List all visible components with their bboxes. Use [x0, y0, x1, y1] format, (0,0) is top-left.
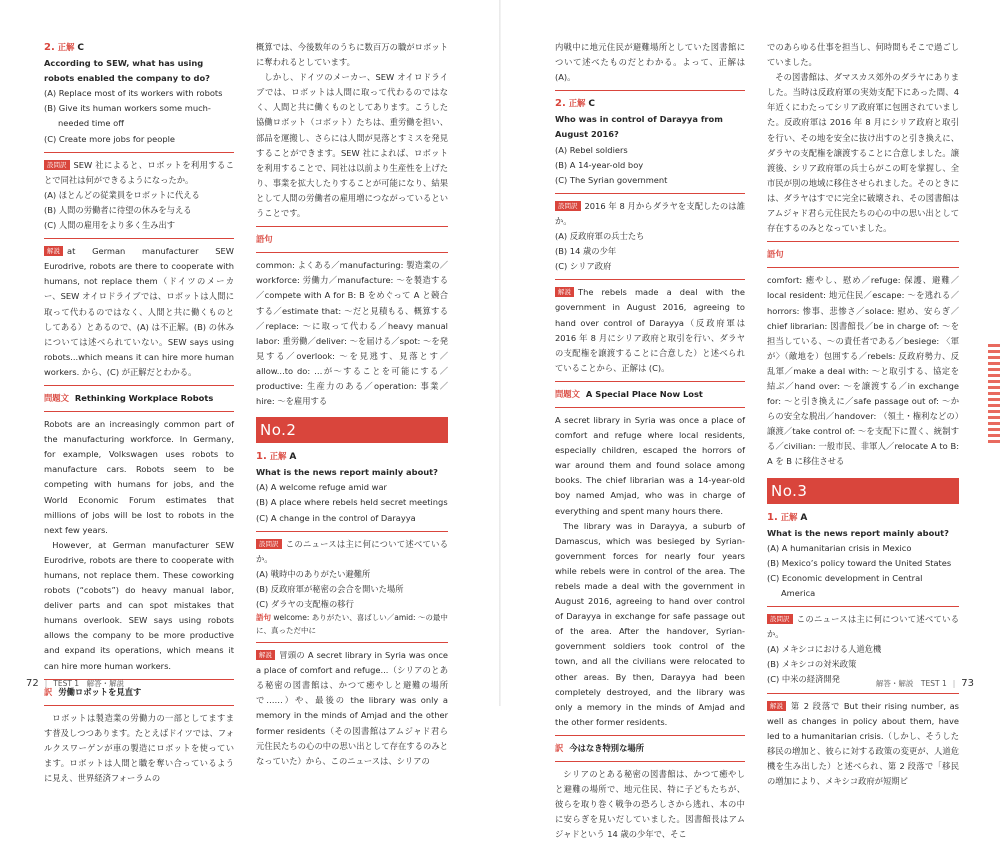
explanation-tag: 解説: [767, 701, 786, 711]
translation-heading: 訳 今はなき特別な場所: [555, 742, 644, 753]
divider: [555, 381, 745, 382]
option-c: (C) A change in the control of Darayya: [256, 512, 416, 523]
page-gutter: [499, 0, 501, 706]
right-page-column-2: [767, 40, 959, 789]
footer-label: 解答・解説 TEST 1: [875, 679, 947, 688]
article-heading: 問題文 A Special Place Now Lost: [555, 388, 703, 399]
article-paragraph: The library was in Darayya, a suburb of Damascus, which was besieged by Syrian-government forces for nearly four years while rebels were in control of the area. The rebels made a deal with the government in August 2016, agreeing to hand over control of Darayya in exchange for safe passage out of the area. After the handover, Syrian-government soldiers took control of the town, and all the civilians were relocated to other areas. By then, Darayya had been completely destroyed, and the library was only a memory in the minds of Amjad and the other former residents.: [555, 520, 745, 727]
page-number: 73: [961, 678, 974, 689]
option-b: (B) A place where rebels held secret meetings: [256, 497, 448, 508]
translation-tag: 設問訳: [555, 201, 581, 211]
question-number: 2. 正解 C: [555, 98, 595, 110]
explanation: 解説 冒頭の A secret library in Syria was once a place of comfort and refuge...（シリアのとある秘密の図書館は、かつて癒やしと避難の場所で……）や、最後の the library was only a memory in the minds of Amjad and the other former residents（その図書館はアムジャド君ら元住民たちの心の中の思い出として存在するのみとなっていた）から、このニュースは、シリアの: [256, 650, 448, 766]
option-a: (A) A welcome refuge amid war: [256, 482, 387, 493]
translation-option-b: (B) メキシコの対米政策: [767, 659, 857, 670]
translation-option-a: (A) 反政府軍の兵士たち: [555, 231, 645, 242]
translation-paragraph: しかし、ドイツのメーカー、SEW オイロドライブでは、ロボットは人間に取って代わるのではなく、人間と共に働くものとしてあります。こうした協働ロボット（コボット）たちは、重労働を担い、部品を運搬し、さらには人間が見落とすミスを発見することができます。SEW 社によれば、ロボットを利用することで、同社は以前より生産性を上げたり、事業を拡大したりすることが可能になり、結果として人間の労働者の雇用増につながっているということです。: [256, 72, 448, 219]
translation-option-a: (A) メキシコにおける人道危機: [767, 644, 882, 655]
translation-option-b: (B) 14 歳の少年: [555, 246, 617, 257]
explanation-continued: 内戦中に地元住民が避難場所としていた図書館について述べたものだとわかる。よって、正解は (A)。: [555, 42, 745, 83]
divider: [44, 152, 234, 153]
question-vocabulary: 語句 welcome: ありがたい、喜ばしい／amid: ～の最中に、真っただ中に: [256, 613, 448, 635]
question-text: Who was in control of Darayya from August 2016?: [555, 114, 723, 140]
article-paragraph: Robots are an increasingly common part of the manufacturing workforce. In Germany, for example, Volkswagen uses robots to manufacture cars. Robots seem to be competing with humans for jobs, and the World Economic Forum estimates that millions of jobs will be lost to robots in the next few years.: [44, 419, 234, 535]
option-c: (C) Economic development in Central America: [767, 572, 923, 598]
left-page-column-2: [256, 40, 448, 769]
divider: [44, 705, 234, 706]
explanation-tag: 解説: [256, 650, 275, 660]
divider: [767, 267, 959, 268]
option-a: (A) A humanitarian crisis in Mexico: [767, 542, 912, 553]
translation-paragraph: でのあらゆる仕事を担当し、何時間もそこで過ごしていました。: [767, 42, 959, 68]
explanation-tag: 解説: [44, 246, 63, 256]
translation-paragraph: ロボットは製造業の労働力の一部としてますます普及しつつあります。たとえばドイツでは、フォルクスワーゲンが車の製造にロボットを使っています。ロボットは人間と職を奪い合っているように見え、世界経済フォーラムの: [44, 712, 234, 784]
translation-option-b: (B) 反政府軍が秘密の会合を開いた場所: [256, 583, 404, 594]
explanation: 解説 第 2 段落で But their rising number, as well as changes in policy about them, have led to a humanitarian crisis.（しかし、そうした移民の増加と、彼らに対する政策の変更が、人道危機を生み出した）と述べられ、第 2 段落で「移民の増加により、メキシコ政府が短期ビ: [767, 700, 959, 787]
translation-option-c: (C) 人間の雇用をより多く生み出す: [44, 220, 176, 231]
explanation: 解説 The rebels made a deal with the government in August 2016, agreeing to hand over control of Darayya（反政府軍は 2016 年 8 月にシリア政府と取引を行い、ダラヤの支配権を譲渡することに合意した）と述べられていることから、正解は (C)。: [555, 287, 745, 373]
translation-tag: 設問訳: [256, 539, 282, 549]
divider: [44, 385, 234, 386]
page-number: 72: [26, 678, 39, 689]
translation-option-c: (C) シリア政府: [555, 261, 612, 272]
article-paragraph: However, at German manufacturer SEW Eurodrive, robots are there to cooperate with humans, not replace them. These coworking robots (“cobots”) do heavy manual labor, deliver parts and can spot mistakes that humans overlook. SEW says using robots allows the company to be more productive and expand its operations, which means it can hire more human workers.: [44, 539, 234, 671]
vocabulary-list: comfort: 癒やし、慰め／refuge: 保護、避難／local resident: 地元住民／escape: ～を逃れる／horrors: 惨事、悲惨さ／solace: 慰め、安らぎ／chief librarian: 図書館長／be in charge of: ～を担当している、～の責任者である／besiege: 〈軍が〉（敵地を）包囲する／rebels: 反政府勢力、反乱軍／make a deal with: ～と取引する、協定を結ぶ／hand over: ～を譲渡する／in exchange for: ～と引き換えに／safe passage out of: ～からの安全な脱出／handover: （領土・権利などの）譲渡／take control of: ～を支配下に置く、統制する／civilian: 一般市民、非軍人／relocate A to B: A を B に移住させる: [767, 275, 959, 467]
question-number: 2. 正解 C: [44, 42, 84, 53]
right-page-column-1: [555, 40, 745, 843]
divider: [555, 407, 745, 408]
translation-paragraph: 概算では、今後数年のうちに数百万の職がロボットに奪われるとしています。: [256, 42, 448, 68]
option-b: (B) Give its human workers some much-needed time off: [44, 103, 211, 129]
article-paragraph: A secret library in Syria was once a place of comfort and refuge where local residents, especially children, escaped the horrors of war around them and found solace among books. The chief librarian was a 14-year-old boy named Amjad, who was in charge of everything and spent many hours there.: [555, 414, 745, 516]
vocabulary-heading: 語句: [256, 234, 273, 245]
translation-tag: 設問訳: [44, 160, 70, 170]
translation-option-a: (A) ほとんどの従業員をロボットに代える: [44, 189, 200, 200]
left-page-column-1: [44, 40, 234, 786]
option-a: (A) Rebel soldiers: [555, 144, 628, 155]
question-number: 1. 正解 A: [256, 451, 297, 463]
divider: [256, 642, 448, 643]
divider: [44, 411, 234, 412]
divider: [555, 90, 745, 91]
translation-option-b: (B) 人間の労働者に待望の休みを与える: [44, 204, 192, 215]
divider: [555, 193, 745, 194]
vocabulary-heading: 語句: [767, 249, 784, 260]
right-footer: 解答・解説 TEST 1 | 73: [875, 678, 974, 689]
page-edge-index-tab: [988, 344, 1000, 444]
translation-heading: 訳 労働ロボットを見直す: [44, 686, 142, 697]
question-translation: 設問訳 SEW 社によると、ロボットを利用することで同社は何ができるようになったか。: [44, 159, 234, 185]
footer-label: TEST 1 解答・解説: [53, 679, 125, 688]
option-a: (A) Replace most of its workers with robots: [44, 88, 223, 99]
translation-tag: 設問訳: [767, 614, 793, 624]
divider: [555, 279, 745, 280]
question-translation: 設問訳 このニュースは主に何について述べているか。: [767, 614, 959, 640]
article-heading: 問題文 Rethinking Workplace Robots: [44, 392, 214, 403]
translation-paragraph: シリアのとある秘密の図書館は、かつて癒やしと避難の場所で、地元住民、特に子どもたちが、彼らを取り巻く戦争の恐ろしさから逃れ、本の中に安らぎを見いだしていました。図書館長はアムジャドという 14 歳の少年で、そこ: [555, 769, 745, 840]
translation-option-c: (C) 中米の経済開発: [767, 674, 840, 685]
divider: [555, 761, 745, 762]
translation-paragraph: その図書館は、ダマスカス郊外のダラヤにありました。当時は反政府軍の実効支配下にあった間、4 年近くにわたってシリア政府軍に包囲されていました。反政府軍は 2016 年 8 月にシリア政府と取引を行い、その地を安全に抜け出すのと引き換えに、ダラヤの支配権を譲渡することに合意しました。譲渡後、シリア政府軍の兵士らがこの町を掌握し、全市民が別の地域に移住させられました。そのときには、ダラヤはすでに完全に破壊され、その図書館はアムジャド君ら元住民たちの心の中の思い出として存在するのみとなっていました。: [767, 72, 959, 234]
explanation: 解説 at German manufacturer SEW Eurodrive, robots are there to cooperate with humans, not replace them（ドイツのメーカー、SEW オイロドライブでは、ロボットは人間に取って代わるのではなく、人間と共に働くものとしてある）とあるので、(A) は不正解。(B) の休みについては述べられていない。SEW says using robots...which means it can hire more human workers. から、(C) が正解だとわかる。: [44, 246, 234, 377]
divider: [256, 252, 448, 253]
question-text: According to SEW, what has using robots enabled the company to do?: [44, 58, 210, 84]
divider: [555, 735, 745, 736]
vocabulary-list: common: よくある／manufacturing: 製造業の／workforce: 労働力／manufacture: ～を製造する／compete with A for B: B をめぐって A と競合する／estimate that: ～だと見積もる、概算する／replace: ～に取って代わる／heavy manual labor: 重労働／deliver: ～を届ける／spot: ～を発見する／overlook: ～を見逃す、見落とす／allow...to do: …が～することを可能にする／productive: 生産力のある／operation: 事業／hire: ～を雇用する: [256, 260, 448, 407]
translation-option-a: (A) 戦時中のありがたい避難所: [256, 568, 371, 579]
option-c: (C) The Syrian government: [555, 174, 668, 185]
question-text: What is the news report mainly about?: [767, 527, 949, 538]
option-c: (C) Create more jobs for people: [44, 133, 176, 144]
question-number: 1. 正解 A: [767, 511, 808, 523]
divider: [44, 238, 234, 239]
question-translation: 設問訳 2016 年 8 月からダラヤを支配したのは誰か。: [555, 200, 745, 226]
explanation-tag: 解説: [555, 287, 574, 297]
section-number: No.2: [256, 417, 448, 443]
left-footer: 72 | TEST 1 解答・解説: [26, 678, 125, 689]
question-translation: 設問訳 このニュースは主に何について述べているか。: [256, 538, 448, 564]
question-text: What is the news report mainly about?: [256, 467, 438, 478]
divider: [767, 693, 959, 694]
divider: [767, 606, 959, 607]
translation-option-c: (C) ダラヤの支配権の移行: [256, 599, 354, 609]
option-b: (B) Mexico’s policy toward the United States: [767, 557, 952, 568]
section-number: No.3: [767, 478, 959, 504]
divider: [256, 531, 448, 532]
option-b: (B) A 14-year-old boy: [555, 159, 644, 170]
divider: [767, 241, 959, 242]
divider: [256, 226, 448, 227]
